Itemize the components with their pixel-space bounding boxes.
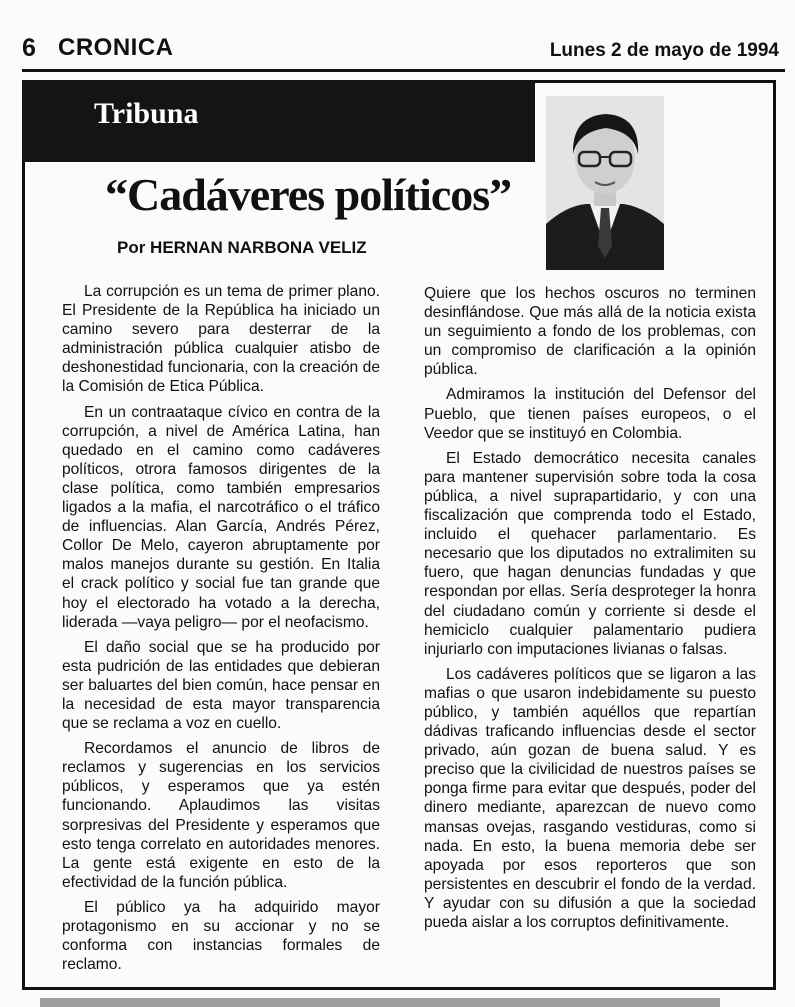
article-paragraph: El daño social que se ha producido por esta pudrición de las entidades que debieran ser baluartes del bien común, hace pensar en la necesidad de esta mayor transparencia que se reclama a voz en cuello. bbox=[62, 638, 380, 733]
article-column-left bbox=[62, 282, 380, 980]
article-paragraph: El público ya ha adquirido mayor protagonismo en su accionar y no se conforma con instancias formales de reclamo. bbox=[62, 898, 380, 974]
author-photo bbox=[546, 96, 664, 270]
author-portrait-image bbox=[546, 96, 664, 270]
article-paragraph: El Estado democrático necesita canales para mantener supervisión sobre toda la cosa pública, a nivel suprapartidario, y con una fiscalización que comprenda todo el Estado, incluido el quehacer parlamentario. Es necesario que los diputados no extralimiten su fuero, que hagan denuncias fundadas y que respondan por ellas. Sería desproteger la honra del ciudadano común y corriente si desde el hemiciclo cualquier palamentario pudiera injuriarlo con imputaciones livianas o falsas. bbox=[424, 449, 756, 658]
section-masthead: CRONICA bbox=[58, 34, 174, 61]
article-paragraph: Admiramos la institución del Defensor del Pueblo, que tienen países europeos, o el Veedor que se instituyó en Colombia. bbox=[424, 386, 756, 442]
header-rule bbox=[22, 69, 785, 72]
section-kicker: Tribuna bbox=[94, 97, 199, 130]
article-column-right bbox=[424, 284, 756, 938]
article-headline: “Cadáveres políticos” bbox=[105, 169, 512, 220]
article-paragraph: Quiere que los hechos oscuros no terminen desinflándose. Que más allá de la noticia exista un seguimiento a fondo de los problemas, con un compromiso de clarificación a la opinión pública. bbox=[424, 285, 756, 379]
issue-date: Lunes 2 de mayo de 1994 bbox=[549, 40, 779, 61]
article-paragraph: Recordamos el anuncio de libros de reclamos y sugerencias en los servicios públicos, y esperamos que ya estén funcionando. Aplaudimos las visitas sorpresivas del Presidente y esperamos que esto tenga correlato en autoridades menores. La gente está exigente en esto de la efectividad de la función pública. bbox=[62, 740, 380, 891]
article-byline: Por HERNAN NARBONA VELIZ bbox=[117, 238, 367, 257]
page-number: 6 bbox=[22, 34, 36, 62]
cropped-next-article-strip bbox=[40, 998, 720, 1007]
page-header bbox=[0, 0, 795, 70]
article-paragraph: En un contraataque cívico en contra de la corrupción, a nivel de América Latina, han quedado en el camino como cadáveres políticos, otrora famosos dirigentes de la clase política, como también empresarios ligados a la mafia, el narcotráfico o el tráfico de influencias. Alan García, Andrés Pérez, Collor De Melo, cayeron abruptamente por malos manejos durante su gestión. En Italia el crack político y social fue tan grande que hoy el electorado ha votado a la derecha, liderada —vaya peligro— por el neofacismo. bbox=[62, 403, 380, 631]
article-paragraph: Los cadáveres políticos que se ligaron a las mafias o que usaron indebidamente su puesto público, y también aquéllos que repartían dádivas traficando influencias desde el sector privado, aún gozan de buena salud. Y es preciso que la civilicidad de nuestros países se ponga firme para evitar que después, poder del dinero mediante, aparezcan de nuevo como mansas ovejas, rasgando vestiduras, como si nada. En esto, la buena memoria debe ser apoyada por esos reporteros que son persistentes en descubrir el fondo de la verdad. Y ayudar con su difusión a que la sociedad pueda aislar a los corruptos definitivamente. bbox=[424, 665, 756, 931]
article-paragraph: La corrupción es un tema de primer plano. El Presidente de la República ha iniciado un camino severo para desterrar de la administración pública cualquier atisbo de deshonestidad funcionaria, con la creación de la Comisión de Etica Pública. bbox=[62, 283, 380, 396]
